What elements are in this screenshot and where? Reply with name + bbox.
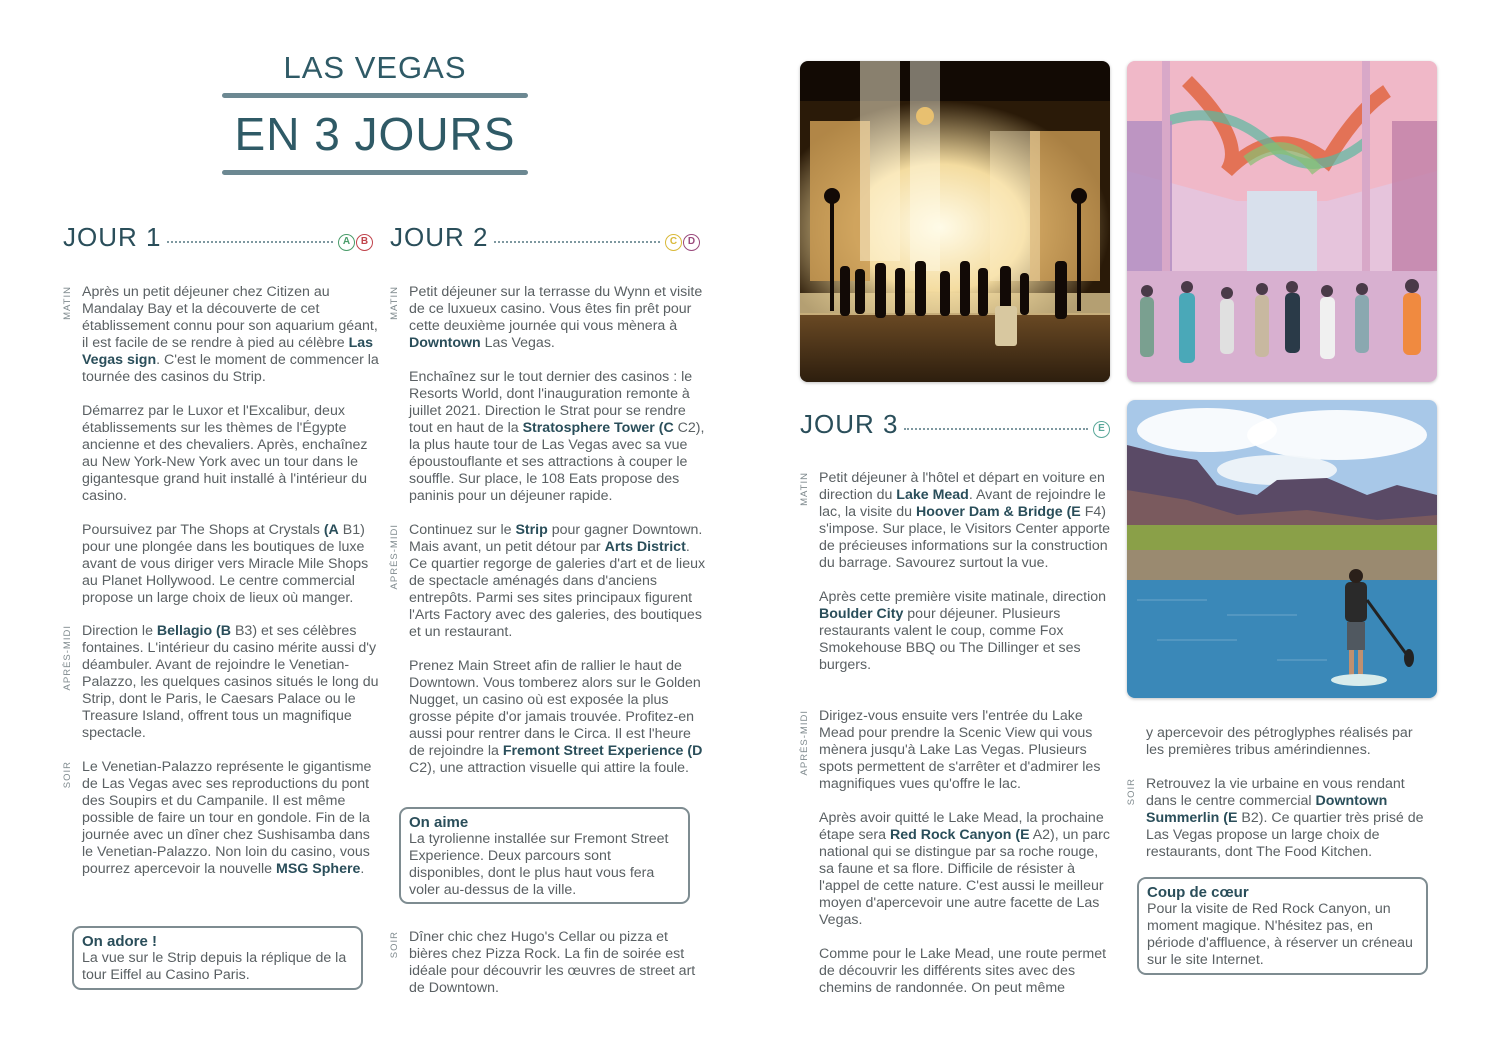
day2-matin (389, 284, 709, 505)
day2-title: JOUR 2 (390, 222, 489, 252)
paragraph-continued: Comme pour le Lake Mead, une route permet de découvrir les différents sites avec des chemins de randonnée. On peut même (819, 946, 1107, 996)
section-label-soir: SOIR (389, 931, 400, 959)
section-label-apres-midi: APRÈS-MIDI (799, 710, 810, 776)
paragraph: Poursuivez par The Shops at Crystals (A B1) pour une plongée dans les boutiques de luxe avant de vous diriger vers Miracle Mile Shops au Planet Hollywood. Le centre commercial propose un large choix de lieux où manger. (82, 522, 369, 606)
section-label-matin: MATIN (799, 472, 810, 506)
day1-apres-midi (62, 623, 382, 742)
map-badge-c-icon: C (665, 234, 682, 251)
day3-header (800, 409, 1110, 440)
tip-text: La tyrolienne installée sur Fremont Street Experience. Deux parcours sont disponibles, dont le plus haut vous fera voler au-dessus de la ville. (409, 831, 669, 898)
title-duration: EN 3 JOURS (234, 108, 516, 160)
day3-apres-midi-continued (1146, 725, 1431, 759)
paragraph: Prenez Main Street afin de rallier le haut de Downtown. Vous tomberez alors sur le Golden Nugget, un casino où est exposée la plus grosse pépite d'or jamais trouvée. Profitez-en aussi pour rentrer dans le Circa. Il est l'heure de rejoindre la Fremont Street Experience (D C2), une attraction visuelle qui attire la foule. (409, 658, 703, 776)
paragraph: Petit déjeuner sur la terrasse du Wynn et visite de ce luxueux casino. Vous êtes fin prêt pour cette deuxième journée qui vous mènera à Downtown Las Vegas. (409, 284, 703, 351)
section-label-soir: SOIR (1126, 778, 1137, 806)
bellagio-image (800, 61, 1110, 382)
day2-apres-midi (389, 522, 709, 777)
day1-title: JOUR 1 (63, 222, 162, 252)
paragraph: Petit déjeuner à l'hôtel et départ en voiture en direction du Lake Mead. Avant de rejoindre le lac, la visite du Hoover Dam & Bridge (E F4) s'impose. Sur place, le Visitors Center apporte de précieuses informations sur la construction du barrage. Savourez surtout la vue. (819, 470, 1111, 571)
tip-box-coup-de-coeur (1137, 877, 1428, 975)
title-rule-bottom (222, 170, 528, 175)
dotted-leader (904, 428, 1088, 430)
paragraph: Retrouvez la vie urbaine en vous rendant dans le centre commercial Downtown Summerlin (E B2). Ce quartier très prisé de Las Vegas propose un large choix de restaurants, dont The Food Kitchen. (1146, 776, 1424, 860)
paragraph: Après avoir quitté le Lake Mead, la prochaine étape sera Red Rock Canyon (E A2), un parc national qui se distingue par sa roche rouge, sa faune et sa flore. Difficile de résister à l'appel de cette nature. C'est aussi le meilleur moyen d'apercevoir une autre facette de Las Vegas. (819, 810, 1110, 928)
day1-header (63, 222, 373, 253)
tip-title: On aime (409, 814, 469, 831)
paragraph: Démarrez par le Luxor et l'Excalibur, deux établissements sur les thèmes de l'Égypte ancienne et des chevaliers. Après, enchaînez au New York-New York avec un tour dans le gigantesque grand huit installé à l'intérieur du casino. (82, 403, 368, 504)
day3-title: JOUR 3 (800, 409, 899, 439)
section-label-matin: MATIN (389, 286, 400, 320)
paragraph: Après un petit déjeuner chez Citizen au Mandalay Bay et la découverte de cet établissement connu pour son aquarium géant, il est facile de se rendre à pied au célèbre Las Vegas sign. C'est le moment de commencer la tournée des casinos du Strip. (82, 284, 379, 385)
map-badge-b-icon: B (356, 234, 373, 251)
day1-matin (62, 284, 382, 607)
day3-matin (799, 470, 1114, 674)
section-label-soir: SOIR (62, 761, 73, 789)
map-badge-e-icon: E (1093, 421, 1110, 438)
paragraph-continuation: y apercevoir des pétroglyphes réalisés par les premières tribus amérindiennes. (1146, 725, 1413, 758)
tip-title: Coup de cœur (1147, 884, 1249, 901)
section-label-apres-midi: APRÈS-MIDI (62, 625, 73, 691)
map-badge-a-icon: A (338, 234, 355, 251)
day3-soir (1126, 776, 1431, 861)
page-title-block (222, 50, 528, 182)
title-city: LAS VEGAS (283, 50, 467, 85)
dotted-leader (494, 241, 660, 243)
day2-soir (389, 929, 709, 997)
fremont-street-image (1127, 61, 1437, 382)
map-badges (665, 234, 700, 251)
paragraph: Dîner chic chez Hugo's Cellar ou pizza et bières chez Pizza Rock. La fin de soirée est idéale pour découvrir les œuvres de street art de Downtown. (409, 929, 696, 996)
photo-lake-mead-paddleboard (1127, 400, 1437, 698)
paragraph: Continuez sur le Strip pour gagner Downtown. Mais avant, un petit détour par Arts District. Ce quartier regorge de galeries d'art et de lieux de spectacle aménagés dans d'anciens entrepôts. Parmi ses sites principaux figurent l'Arts Factory avec des galeries, des boutiques et un restaurant. (409, 522, 706, 640)
photo-fremont-street (1127, 61, 1437, 382)
dotted-leader (167, 241, 333, 243)
map-badges (1093, 421, 1110, 438)
paragraph: Enchaînez sur le tout dernier des casinos : le Resorts World, dont l'inauguration remonte à juillet 2021. Direction le Strat pour se rendre tout en haut de la Stratosphere Tower (C C2), la plus haute tour de Las Vegas avec sa vue époustouflante et ses attractions à couper le souffle. Sur place, le 108 Eats propose des paninis pour un déjeuner rapide. (409, 369, 705, 504)
day3-apres-midi (799, 708, 1114, 997)
tip-box-on-aime (399, 807, 690, 904)
day2-header (390, 222, 700, 253)
day1-soir (62, 759, 382, 878)
section-label-apres-midi: APRÈS-MIDI (389, 524, 400, 590)
lake-mead-image (1127, 400, 1437, 698)
section-label-matin: MATIN (62, 286, 73, 320)
paragraph: Dirigez-vous ensuite vers l'entrée du Lake Mead pour prendre la Scenic View qui vous mènera jusqu'à Lake Las Vegas. Plusieurs spots permettent de s'arrêter et d'admirer les magnifiques vues qu'offre le lac. (819, 708, 1101, 792)
tip-box-on-adore (72, 926, 363, 990)
tip-text: La vue sur le Strip depuis la réplique de la tour Eiffel au Casino Paris. (82, 950, 347, 983)
map-badge-d-icon: D (683, 234, 700, 251)
paragraph: Après cette première visite matinale, direction Boulder City pour déjeuner. Plusieurs restaurants valent le coup, comme Fox Smokehouse BBQ ou The Dillinger et ses burgers. (819, 589, 1107, 673)
paragraph: Le Venetian-Palazzo représente le gigantisme de Las Vegas avec ses reproductions du pont des Soupirs et du Campanile. Il est même possible de faire un tour en gondole. Fin de la journée avec un dîner chez Sushisamba dans le Venetian-Palazzo. Non loin du casino, vous pourrez apercevoir la nouvelle MSG Sphere. (82, 759, 372, 877)
paragraph: Direction le Bellagio (B B3) et ses célèbres fontaines. L'intérieur du casino mérite aussi d'y déambuler. Avant de rejoindre le Venetian-Palazzo, les quelques casinos situés le long du Strip, dont le Paris, le Caesars Palace ou le Treasure Island, offrent tous un magnifique spectacle. (82, 623, 379, 741)
title-rule-top (222, 93, 528, 98)
tip-text: Pour la visite de Red Rock Canyon, un moment magique. N'hésitez pas, en période d'affluence, à réserver un créneau sur le site Internet. (1147, 901, 1413, 968)
map-badges (338, 234, 373, 251)
photo-bellagio-fountains (800, 61, 1110, 382)
tip-title: On adore ! (82, 933, 158, 950)
